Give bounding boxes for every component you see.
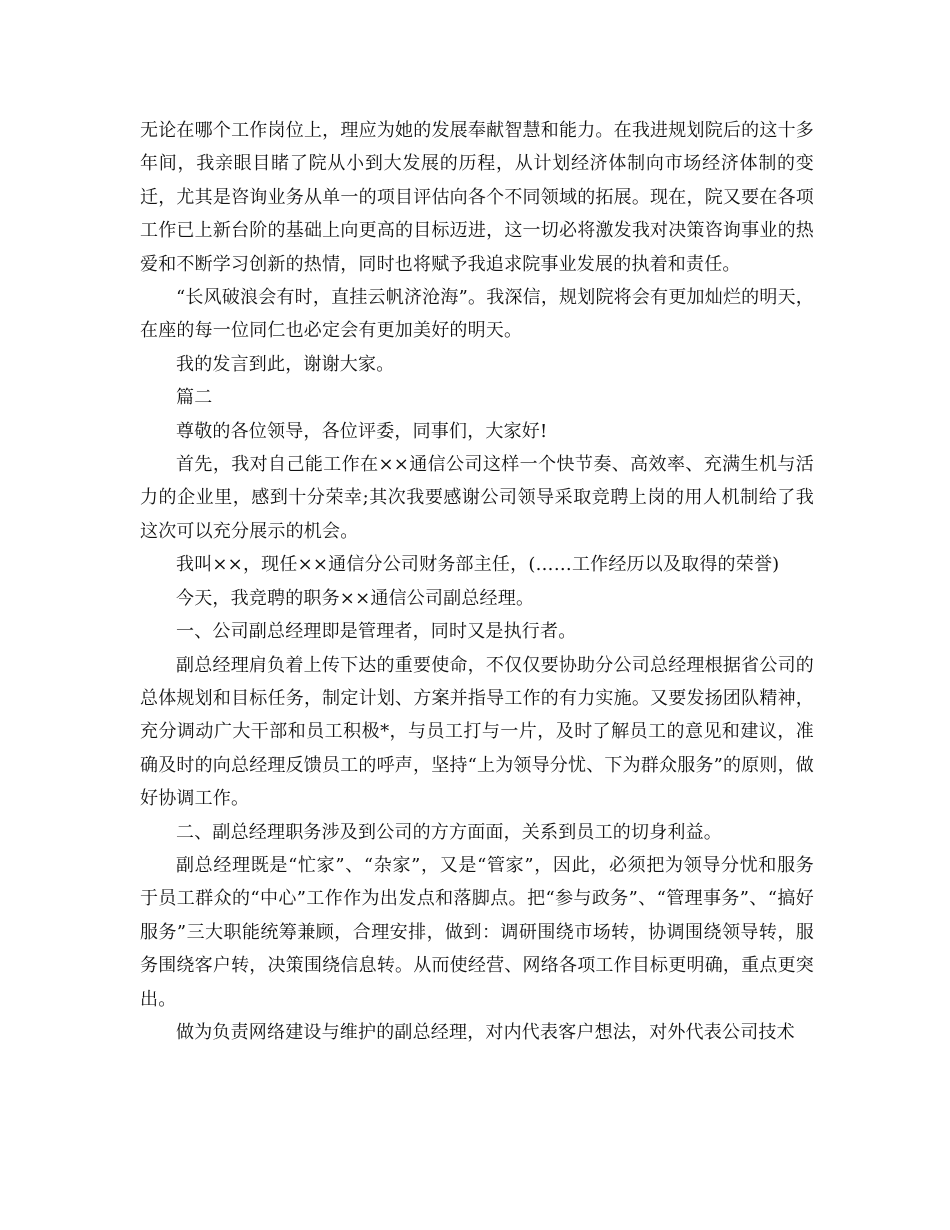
point-2-heading: 二、副总经理职务涉及到公司的方方面面，关系到员工的切身利益。 xyxy=(176,821,722,843)
point-1-heading: 一、公司副总经理即是管理者，同时又是执行者。 xyxy=(176,621,577,643)
paragraph-7: 我叫××，现任××通信分公司财务部主任，(……工作经历以及取得的荣誉) xyxy=(176,554,780,576)
paragraph-12: 副总经理既是“忙家”、“杂家”，又是“管家”，因此，必须把为领导分忧和服务于员工群众的“中心”工作作为出发点和落脚点。把“参与政务”、“管理事务”、“搞好服务”三大职能统筹兼顾，合理安排，做到：调研围绕市场转，协调围绕领导转，服务围绕客户转，决策围绕信息转。从而使经营、网络各项工作目标更明确，重点更突出。 xyxy=(140,854,814,1010)
section-heading-2: 篇二 xyxy=(176,387,213,409)
document-body xyxy=(140,114,814,1049)
paragraph-8: 今天，我竞聘的职务××通信公司副总经理。 xyxy=(176,587,535,609)
paragraph-1: 无论在哪个工作岗位上，理应为她的发展奉献智慧和能力。在我进规划院后的这十多年间，我亲眼目睹了院从小到大发展的历程，从计划经济体制向市场经济体制的变迁，尤其是咨询业务从单一的项目评估向各个不同领域的拓展。现在，院又要在各项工作已上新台阶的基础上向更高的目标迈进，这一切必将激发我对决策咨询事业的热爱和不断学习创新的热情，同时也将赋予我追求院事业发展的执着和责任。 xyxy=(140,120,814,275)
paragraph-2: “长风破浪会有时，直挂云帆济沧海”。我深信，规划院将会有更加灿烂的明天，在座的每一位同仁也必定会有更加美好的明天。 xyxy=(140,287,814,342)
paragraph-6: 首先，我对自己能工作在××通信公司这样一个快节奏、高效率、充满生机与活力的企业里，感到十分荣幸;其次我要感谢公司领导采取竞聘上岗的用人机制给了我这次可以充分展示的机会。 xyxy=(140,454,814,542)
paragraph-greeting: 尊敬的各位领导，各位评委，同事们，大家好! xyxy=(176,420,548,442)
paragraph-3: 我的发言到此，谢谢大家。 xyxy=(176,353,395,375)
paragraph-10: 副总经理肩负着上传下达的重要使命，不仅仅要协助分公司总经理根据省公司的总体规划和目标任务，制定计划、方案并指导工作的有力实施。又要发扬团队精神，充分调动广大干部和员工积极*，与员工打与一片，及时了解员工的意见和建议，准确及时的向总经理反馈员工的呼声，坚持“上为领导分忧、下为群众服务”的原则，做好协调工作。 xyxy=(140,654,815,810)
paragraph-13: 做为负责网络建设与维护的副总经理，对内代表客户想法，对外代表公司技术 xyxy=(176,1021,795,1043)
